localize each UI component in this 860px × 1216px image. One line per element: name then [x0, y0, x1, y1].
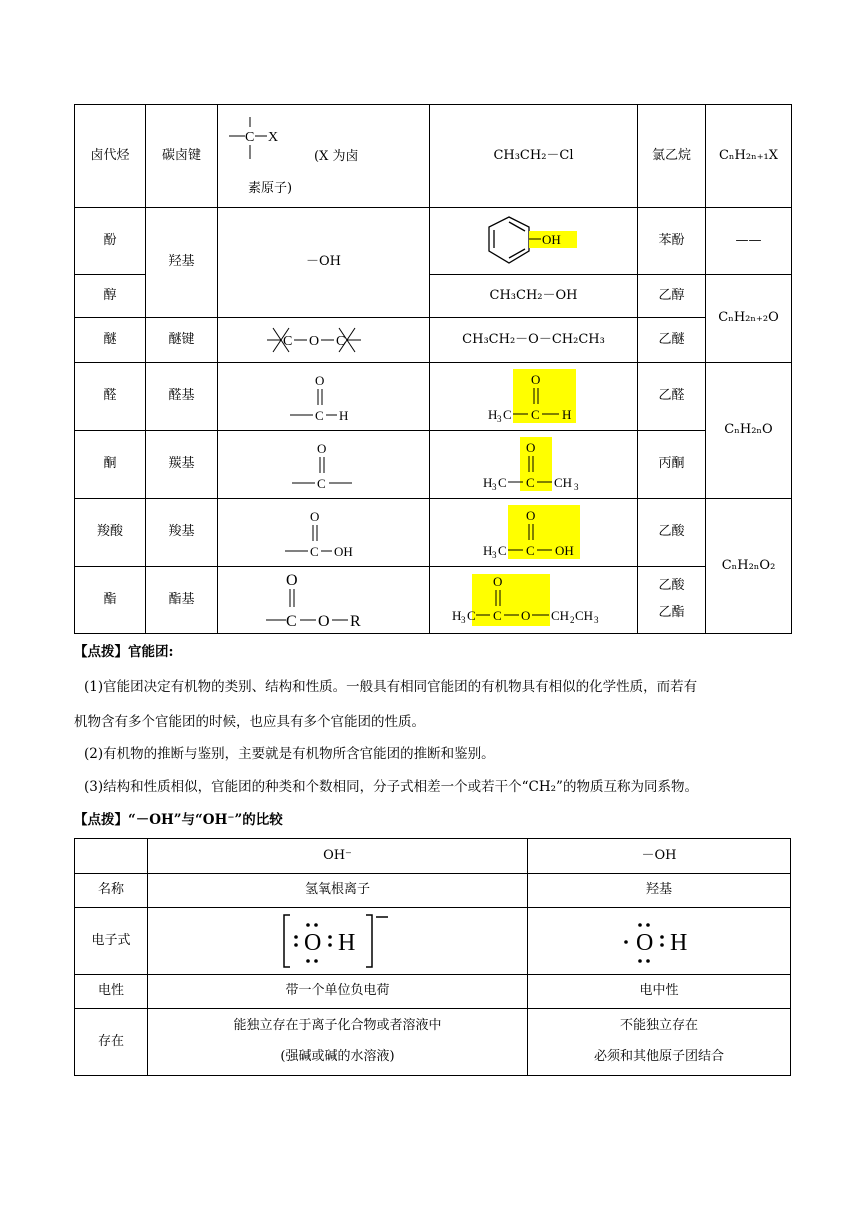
- svg-text:CH: CH: [550, 608, 569, 623]
- svg-text:O: O: [316, 440, 326, 456]
- group-cell: 碳卤键: [146, 105, 218, 208]
- structure-cell: [218, 499, 430, 567]
- class-cell: 醇: [75, 275, 146, 318]
- svg-text:CH: CH: [553, 474, 572, 490]
- svg-text:2: 2: [569, 615, 574, 625]
- cell-line1: 能独立存在于离子化合物或者溶液中: [233, 1018, 442, 1034]
- acetic-acid-structure: [479, 503, 589, 563]
- svg-text:C: C: [245, 130, 255, 145]
- group-cell: 酯基: [146, 567, 218, 634]
- name-cell: 乙酸: [638, 499, 706, 567]
- svg-text:O: O: [308, 334, 319, 349]
- svg-text:C: C: [335, 334, 345, 349]
- example-cell: [430, 363, 638, 431]
- ether-bond-structure: [259, 320, 389, 360]
- cell: 电中性: [528, 975, 791, 1009]
- svg-text:OH: OH: [541, 232, 561, 247]
- svg-text:R: R: [349, 613, 361, 630]
- hydroxide-electron-formula: [278, 909, 398, 973]
- group-cell: 羰基: [146, 431, 218, 499]
- row-label: 电子式: [75, 908, 148, 975]
- cell-line1: 不能独立存在: [619, 1018, 698, 1034]
- svg-text:3: 3: [460, 615, 465, 625]
- class-cell: 羧酸: [75, 499, 146, 567]
- tip-heading-1: 【点拨】官能团:: [74, 644, 174, 660]
- svg-text:O: O: [317, 613, 330, 630]
- halogen-note: (X 为卤: [314, 149, 359, 164]
- svg-text:C: C: [502, 406, 512, 422]
- svg-text:3: 3: [491, 481, 496, 492]
- formula-cell: CₙH₂ₙ₊₁X: [706, 105, 792, 208]
- class-cell: 卤代烃: [75, 105, 146, 208]
- structure-cell: －OH: [218, 208, 430, 318]
- ester-group-structure: [264, 569, 384, 631]
- svg-text:C: C: [309, 543, 319, 559]
- svg-text:O: O: [525, 439, 535, 455]
- row-label: 名称: [75, 874, 148, 908]
- svg-text:H: H: [670, 930, 688, 956]
- aldehyde-group-structure: [284, 367, 364, 427]
- svg-text:OH: OH: [333, 543, 353, 559]
- cell: 带一个单位负电荷: [148, 975, 528, 1009]
- svg-text:H: H: [482, 474, 492, 490]
- functional-group-table: [74, 104, 792, 634]
- svg-text:C: C: [497, 474, 507, 490]
- cell: 氢氧根离子: [148, 874, 528, 908]
- example-cell: [430, 208, 638, 275]
- svg-text:C: C: [530, 406, 540, 422]
- row-label: 电性: [75, 975, 148, 1009]
- structure-cell: [218, 363, 430, 431]
- svg-text:C: C: [497, 542, 507, 558]
- cell: [148, 908, 528, 975]
- structure-cell: [218, 431, 430, 499]
- svg-text:X: X: [268, 130, 279, 145]
- name-cell: 乙醚: [638, 318, 706, 363]
- svg-text:C: C: [282, 334, 292, 349]
- name-line2: 乙酯: [658, 605, 685, 620]
- acetaldehyde-structure: [484, 367, 584, 427]
- svg-text:H: H: [451, 608, 461, 623]
- name-cell: 丙酮: [638, 431, 706, 499]
- c-x-bond-structure: [223, 109, 313, 164]
- svg-text:O: O: [309, 508, 319, 524]
- svg-text:O: O: [520, 608, 530, 623]
- group-cell: 羧基: [146, 499, 218, 567]
- group-cell: 醛基: [146, 363, 218, 431]
- row-label: 存在: [75, 1009, 148, 1076]
- example-cell: [430, 567, 638, 634]
- group-cell: 羟基: [146, 208, 218, 318]
- svg-text:H: H: [487, 406, 497, 422]
- ethyl-acetate-structure: [449, 570, 619, 630]
- structure-cell: [218, 318, 430, 363]
- svg-text:O: O: [303, 930, 321, 956]
- class-cell: 醛: [75, 363, 146, 431]
- cell-line2: (强碱或碱的水溶液): [280, 1049, 395, 1064]
- formula-cell: ——: [706, 208, 792, 275]
- svg-text:C: C: [525, 542, 535, 558]
- svg-text:3: 3: [573, 481, 578, 492]
- svg-text:3: 3: [491, 549, 496, 560]
- formula-cell: CₙH₂ₙO₂: [706, 499, 792, 634]
- carboxyl-group-structure: [279, 503, 369, 563]
- class-cell: 酯: [75, 567, 146, 634]
- svg-text:3: 3: [593, 615, 598, 625]
- name-cell: 苯酚: [638, 208, 706, 275]
- cell: [148, 1009, 528, 1076]
- hydroxyl-electron-formula: [614, 909, 704, 973]
- svg-text:H: H: [482, 542, 492, 558]
- svg-text:H: H: [337, 930, 355, 956]
- name-cell: 氯乙烷: [638, 105, 706, 208]
- cell: [528, 1009, 791, 1076]
- example-cell: [430, 431, 638, 499]
- cell-line2: 必须和其他原子团结合: [593, 1049, 724, 1064]
- svg-text:H: H: [338, 407, 348, 423]
- name-cell: 乙醛: [638, 363, 706, 431]
- header-hydroxyl: －OH: [528, 839, 791, 874]
- svg-text:CH: CH: [574, 608, 593, 623]
- example-cell: CH₃CH₂－O－CH₂CH₃: [430, 318, 638, 363]
- svg-text:H: H: [561, 406, 571, 422]
- header-blank: [75, 839, 148, 874]
- svg-text:C: C: [525, 474, 535, 490]
- formula-cell: CₙH₂ₙO: [706, 363, 792, 499]
- structure-cell: [218, 567, 430, 634]
- header-hydroxide: OH⁻: [148, 839, 528, 874]
- class-cell: 酚: [75, 208, 146, 275]
- svg-text:C: C: [466, 608, 476, 623]
- svg-text:O: O: [530, 371, 540, 387]
- halogen-note-cont: 素原子): [248, 181, 293, 196]
- svg-text:C: C: [314, 407, 324, 423]
- note-item-1b: 机物含有多个官能团的时候，也应具有多个官能团的性质。: [74, 714, 425, 730]
- cell: [528, 908, 791, 975]
- svg-text:C: C: [492, 608, 502, 623]
- name-line1: 乙酸: [658, 578, 685, 594]
- note-item-2: (2)有机物的推断与鉴别，主要就是有机物所含官能团的推断和鉴别。: [84, 746, 495, 762]
- svg-text:C: C: [285, 613, 297, 630]
- note-item-1a: (1)官能团决定有机物的类别、结构和性质。一般具有相同官能团的有机物具有相似的化学性质，而若有: [84, 679, 698, 695]
- svg-text:O: O: [492, 574, 502, 589]
- svg-text:O: O: [285, 572, 298, 589]
- formula-cell: CₙH₂ₙ₊₂O: [706, 275, 792, 363]
- example-cell: CH₃CH₂－OH: [430, 275, 638, 318]
- note-item-3: (3)结构和性质相似，官能团的种类和个数相同，分子式相差一个或若干个“CH₂”的物质互称为同系物。: [84, 779, 698, 795]
- class-cell: 醚: [75, 318, 146, 363]
- name-cell: [638, 567, 706, 634]
- svg-text:O: O: [314, 372, 324, 388]
- cell: 羟基: [528, 874, 791, 908]
- group-cell: 醚键: [146, 318, 218, 363]
- tip-heading-2: 【点拨】“－OH”与“OH⁻”的比较: [74, 812, 283, 828]
- carbonyl-group-structure: [284, 435, 364, 495]
- svg-text:O: O: [525, 507, 535, 523]
- name-cell: 乙醇: [638, 275, 706, 318]
- acetone-structure: [479, 435, 589, 495]
- svg-text:3: 3: [496, 413, 501, 424]
- svg-text:OH: OH: [554, 542, 574, 558]
- oh-comparison-table: [74, 838, 791, 1076]
- example-cell: [430, 499, 638, 567]
- phenol-structure: [479, 213, 589, 269]
- svg-text:O: O: [636, 930, 654, 956]
- example-cell: CH₃CH₂－Cl: [430, 105, 638, 208]
- svg-text:C: C: [316, 475, 326, 491]
- class-cell: 酮: [75, 431, 146, 499]
- structure-cell: [218, 105, 430, 208]
